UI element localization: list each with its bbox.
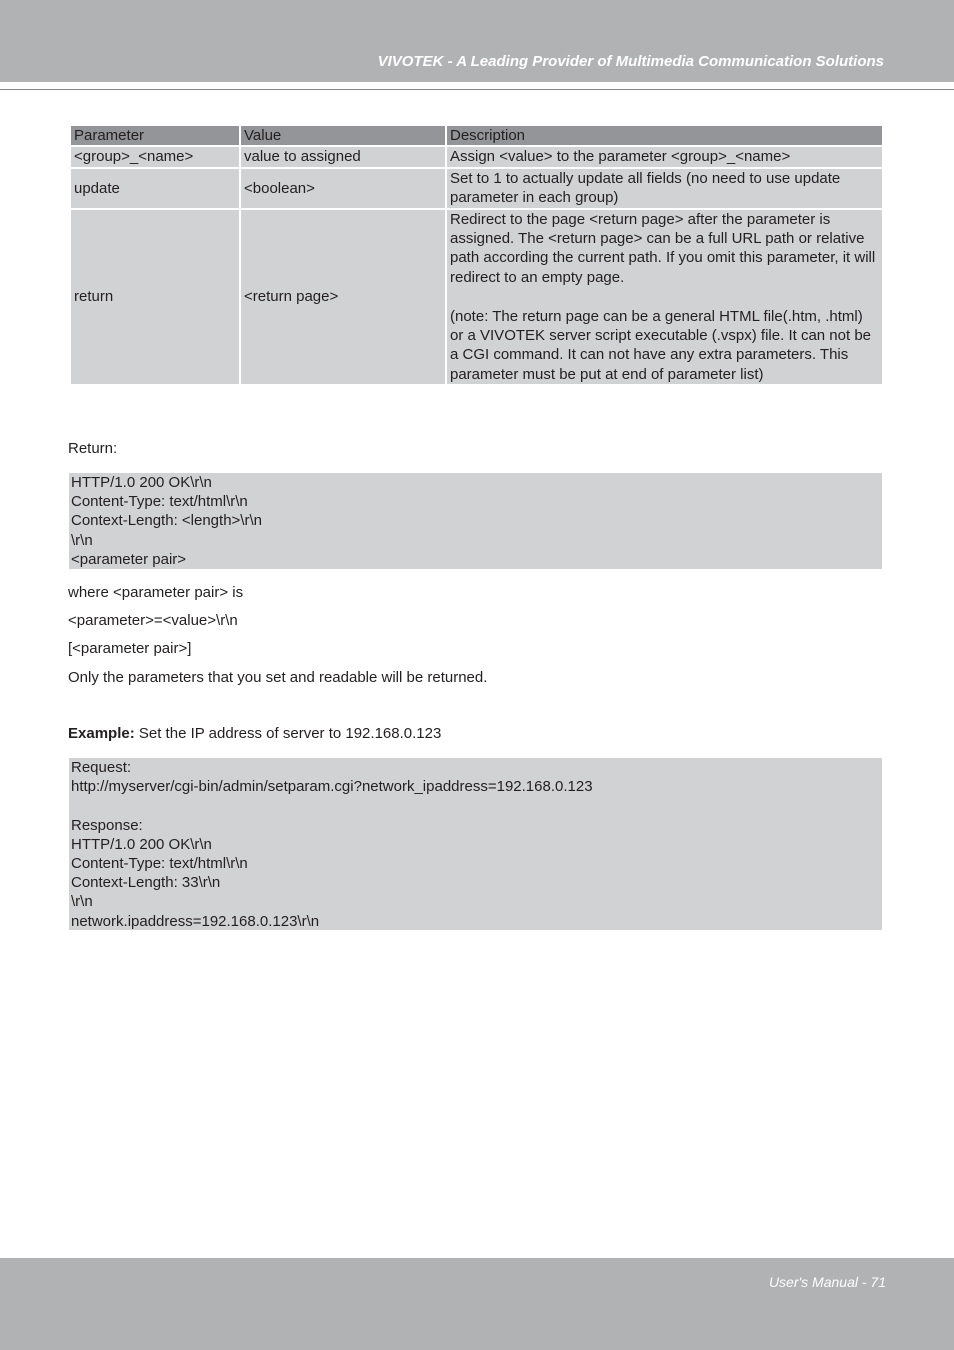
column-header-parameter: Parameter <box>71 126 239 145</box>
column-header-value: Value <box>241 126 445 145</box>
description-spacer <box>450 287 879 306</box>
table-row <box>71 210 882 385</box>
example-line <box>68 725 441 742</box>
only-returned-text: Only the parameters that you set and readable will be returned. <box>68 669 488 686</box>
table-row <box>71 147 882 166</box>
example-label: Example: <box>68 725 135 742</box>
description-text: Redirect to the page <return page> after the parameter is assigned. The <return page> can be a full URL path or relative path according the current path. If you omit this parameter, it will redirect to an empty page. <box>450 210 876 286</box>
return-code-block: HTTP/1.0 200 OK\r\n Content-Type: text/html\r\n Context-Length: <length>\r\n \r\n <parameter pair> <box>69 473 882 569</box>
table-row <box>71 169 882 208</box>
cell-value: value to assigned <box>241 147 445 166</box>
cell-description: Assign <value> to the parameter <group>_<name> <box>447 147 882 166</box>
cell-parameter: update <box>71 169 239 208</box>
parameter-format: <parameter>=<value>\r\n <box>68 612 238 629</box>
header-divider <box>0 89 954 90</box>
description-note: (note: The return page can be a general HTML file(.htm, .html) or a VIVOTEK server script executable (.vspx) file. It can not be a CGI command. It can not have any extra parameters. This parameter must be put at end of parameter list) <box>450 307 872 383</box>
header-title: VIVOTEK - A Leading Provider of Multimedia Communication Solutions <box>377 53 884 70</box>
page-footer <box>0 1258 954 1350</box>
example-text: Set the IP address of server to 192.168.0.123 <box>134 725 442 742</box>
where-text: where <parameter pair> is <box>68 584 244 601</box>
cell-value: <return page> <box>241 210 445 385</box>
cell-value: <boolean> <box>241 169 445 208</box>
cell-description: Set to 1 to actually update all fields (no need to use update parameter in each group) <box>447 169 882 208</box>
parameter-table <box>69 124 884 386</box>
page-number: User's Manual - 71 <box>768 1274 886 1290</box>
cell-description <box>447 210 882 385</box>
parameter-pair-optional: [<parameter pair>] <box>68 640 192 657</box>
cell-parameter: return <box>71 210 239 385</box>
table-header-row <box>71 126 882 145</box>
example-code-block: Request: http://myserver/cgi-bin/admin/setparam.cgi?network_ipaddress=192.168.0.123 Response: HTTP/1.0 200 OK\r\n Content-Type: text/html\r\n Context-Length: 33\r\n \r\n network.ipaddress=192.168.0.123\r\n <box>69 758 882 930</box>
cell-parameter: <group>_<name> <box>71 147 239 166</box>
return-label: Return: <box>68 440 118 457</box>
column-header-description: Description <box>447 126 882 145</box>
page-header <box>0 0 954 82</box>
